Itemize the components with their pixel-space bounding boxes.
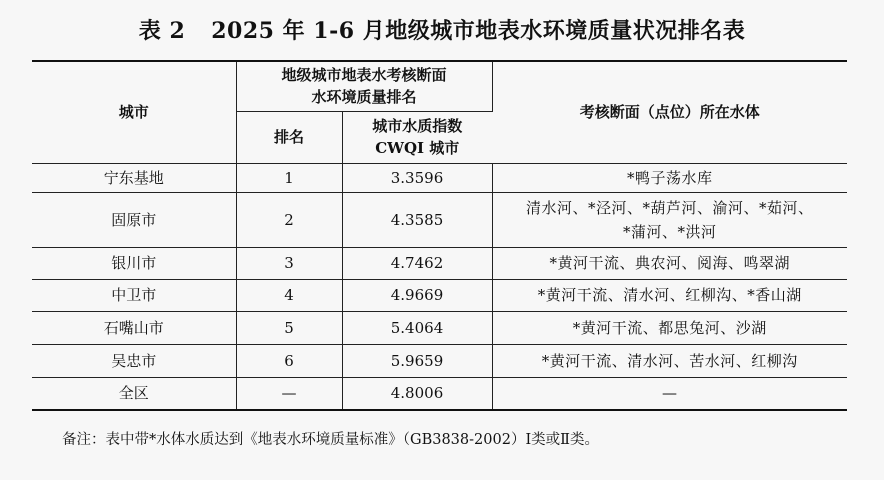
cell-city: 固原市 bbox=[32, 192, 236, 247]
cell-rank: 4 bbox=[236, 279, 342, 311]
table-row bbox=[32, 279, 847, 311]
table-row bbox=[32, 163, 847, 192]
cell-city: 全区 bbox=[32, 377, 236, 410]
cell-waters: *黄河干流、典农河、阅海、鸣翠湖 bbox=[492, 247, 847, 279]
header-city: 城市 bbox=[32, 61, 236, 163]
cell-waters: *鸭子荡水库 bbox=[492, 163, 847, 192]
ranking-table bbox=[32, 60, 847, 411]
table-row-total bbox=[32, 377, 847, 410]
cell-city: 吴忠市 bbox=[32, 344, 236, 377]
header-group: 地级城市地表水考核断面 水环境质量排名 bbox=[236, 61, 492, 111]
cell-waters: *黄河干流、清水河、红柳沟、*香山湖 bbox=[492, 279, 847, 311]
cell-city: 银川市 bbox=[32, 247, 236, 279]
cell-rank: — bbox=[236, 377, 342, 410]
cell-cwqi: 5.9659 bbox=[342, 344, 492, 377]
cell-cwqi: 3.3596 bbox=[342, 163, 492, 192]
table-row bbox=[32, 344, 847, 377]
header-waters: 考核断面（点位）所在水体 bbox=[492, 61, 847, 163]
cell-waters: *黄河干流、都思兔河、沙湖 bbox=[492, 311, 847, 344]
cell-rank: 3 bbox=[236, 247, 342, 279]
cell-rank: 5 bbox=[236, 311, 342, 344]
cell-rank: 2 bbox=[236, 192, 342, 247]
cell-city: 宁东基地 bbox=[32, 163, 236, 192]
cell-cwqi: 4.7462 bbox=[342, 247, 492, 279]
cell-cwqi: 4.8006 bbox=[342, 377, 492, 410]
table-row bbox=[32, 247, 847, 279]
cell-waters: 清水河、*泾河、*葫芦河、渝河、*茹河、 *蒲河、*洪河 bbox=[492, 192, 847, 247]
cell-waters: — bbox=[492, 377, 847, 410]
table-row bbox=[32, 311, 847, 344]
cell-cwqi: 4.9669 bbox=[342, 279, 492, 311]
cell-rank: 6 bbox=[236, 344, 342, 377]
table-number: 表 2 bbox=[138, 18, 186, 44]
cell-waters: *黄河干流、清水河、苦水河、红柳沟 bbox=[492, 344, 847, 377]
cell-cwqi: 4.3585 bbox=[342, 192, 492, 247]
cell-cwqi: 5.4064 bbox=[342, 311, 492, 344]
table-title bbox=[0, 14, 884, 45]
cell-city: 石嘴山市 bbox=[32, 311, 236, 344]
header-rank: 排名 bbox=[236, 111, 342, 163]
table-title-text: 2025 年 1-6 月地级城市地表水环境质量状况排名表 bbox=[211, 18, 746, 44]
cell-city: 中卫市 bbox=[32, 279, 236, 311]
header-cwqi: 城市水质指数 CWQI 城市 bbox=[342, 111, 492, 163]
table-footnote: 备注：表中带*水体水质达到《地表水环境质量标准》（GB3838-2002）Ⅰ类或Ⅱ类。 bbox=[62, 432, 600, 448]
cell-rank: 1 bbox=[236, 163, 342, 192]
header-row-1 bbox=[32, 61, 847, 111]
table-row bbox=[32, 192, 847, 247]
